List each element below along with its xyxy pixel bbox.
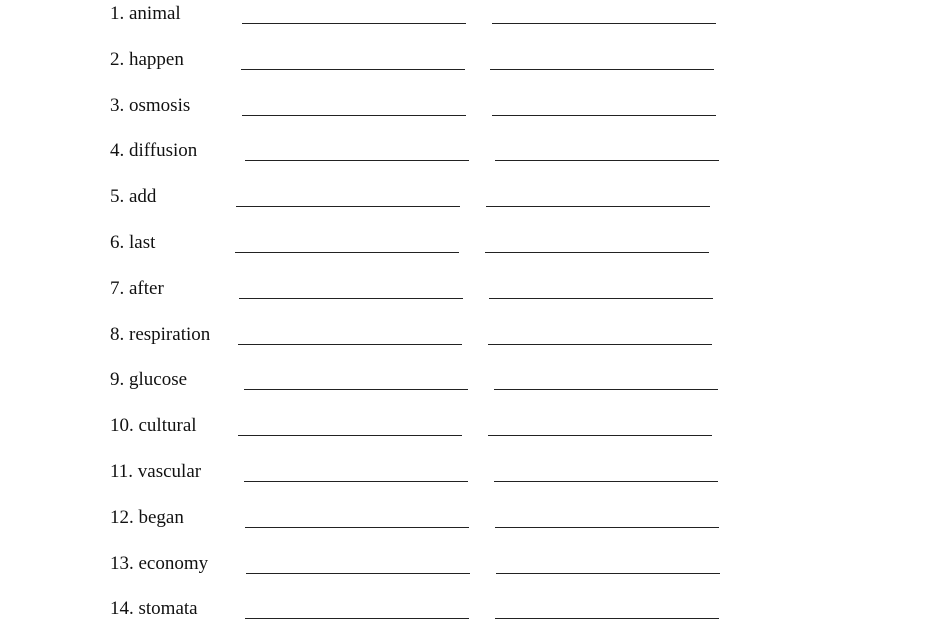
answer-line-2 [496, 573, 720, 574]
answer-line-1 [246, 573, 470, 574]
item-label: 3. osmosis [110, 95, 191, 116]
answer-line-1 [241, 69, 465, 70]
item-label: 4. diffusion [110, 140, 198, 161]
list-item [0, 48, 930, 78]
answer-line-1 [242, 115, 466, 116]
item-label: 1. animal [110, 3, 181, 24]
item-label: 6. last [110, 232, 156, 253]
item-label: 11. vascular [110, 461, 202, 482]
answer-line-1 [235, 252, 459, 253]
list-item [0, 277, 930, 307]
item-label: 9. glucose [110, 369, 188, 390]
answer-line-1 [239, 298, 463, 299]
list-item [0, 552, 930, 582]
list-item [0, 506, 930, 536]
item-label: 5. add [110, 186, 157, 207]
answer-line-2 [485, 252, 709, 253]
list-item [0, 597, 930, 627]
answer-line-2 [494, 389, 718, 390]
answer-line-1 [245, 160, 469, 161]
answer-line-2 [495, 527, 719, 528]
answer-line-2 [489, 298, 713, 299]
list-item [0, 460, 930, 490]
answer-line-1 [238, 344, 462, 345]
item-label: 7. after [110, 278, 164, 299]
answer-line-1 [245, 527, 469, 528]
answer-line-2 [492, 23, 716, 24]
answer-line-1 [242, 23, 466, 24]
answer-line-1 [245, 618, 469, 619]
list-item [0, 231, 930, 261]
item-label: 12. began [110, 507, 184, 528]
answer-line-2 [490, 69, 714, 70]
list-item [0, 139, 930, 169]
answer-line-2 [486, 206, 710, 207]
list-item [0, 2, 930, 32]
answer-line-2 [495, 160, 719, 161]
answer-line-2 [488, 435, 712, 436]
answer-line-2 [495, 618, 719, 619]
item-label: 8. respiration [110, 324, 211, 345]
answer-line-1 [244, 389, 468, 390]
list-item [0, 94, 930, 124]
item-label: 14. stomata [110, 598, 198, 619]
answer-line-2 [488, 344, 712, 345]
item-label: 2. happen [110, 49, 184, 70]
answer-line-1 [244, 481, 468, 482]
list-item [0, 368, 930, 398]
answer-line-2 [492, 115, 716, 116]
list-item [0, 185, 930, 215]
list-item [0, 323, 930, 353]
list-item [0, 414, 930, 444]
answer-line-2 [494, 481, 718, 482]
item-label: 10. cultural [110, 415, 197, 436]
answer-line-1 [238, 435, 462, 436]
answer-line-1 [236, 206, 460, 207]
item-label: 13. economy [110, 553, 209, 574]
